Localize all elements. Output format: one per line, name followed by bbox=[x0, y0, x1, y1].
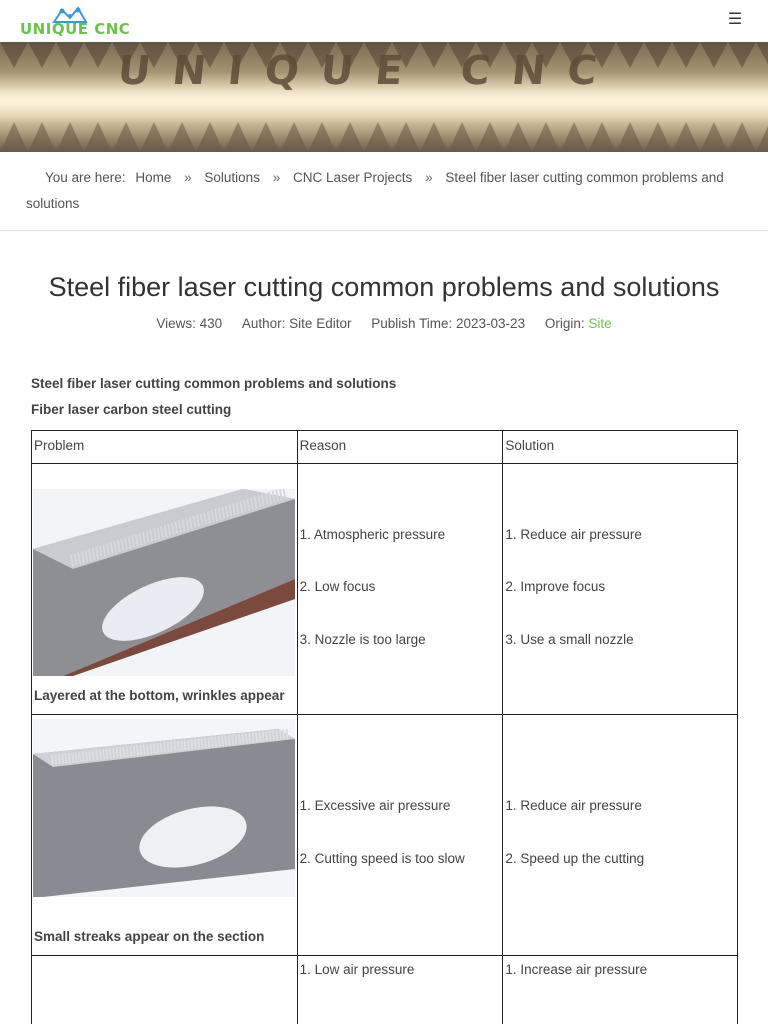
banner-tooth bbox=[644, 122, 672, 152]
serration-line bbox=[215, 737, 216, 747]
serration-line bbox=[219, 736, 220, 746]
banner-tooth bbox=[560, 122, 588, 152]
serration-line bbox=[130, 746, 131, 756]
serration-line bbox=[276, 730, 277, 740]
serration-line bbox=[287, 729, 288, 739]
serration-line bbox=[273, 730, 274, 740]
solution-cell bbox=[503, 464, 738, 715]
banner-tooth bbox=[728, 122, 756, 152]
serration-line bbox=[151, 744, 152, 754]
breadcrumb-separator: » bbox=[425, 170, 433, 185]
serration-line bbox=[147, 744, 148, 754]
serration-line bbox=[212, 737, 213, 747]
serration-line bbox=[259, 732, 260, 742]
serration-line bbox=[96, 750, 97, 760]
serration-line bbox=[127, 747, 128, 757]
origin-value[interactable]: Site bbox=[588, 316, 612, 331]
serration-line bbox=[79, 752, 80, 762]
serration-line bbox=[110, 749, 111, 759]
author: Author: Site Editor bbox=[241, 316, 352, 331]
article-subtitle: Steel fiber laser cutting common problems and solutions bbox=[31, 376, 397, 391]
serration-line bbox=[164, 742, 165, 752]
serration-line bbox=[181, 741, 182, 751]
banner-tooth bbox=[532, 122, 560, 152]
serration-line bbox=[249, 733, 250, 743]
serration-line bbox=[62, 754, 63, 764]
serration-line bbox=[113, 748, 114, 758]
serration-line bbox=[246, 733, 247, 743]
serration-line bbox=[280, 730, 281, 740]
banner-tooth bbox=[728, 42, 756, 68]
serration-line bbox=[83, 752, 84, 762]
serration-line bbox=[93, 750, 94, 760]
problems-table bbox=[31, 430, 738, 1024]
problem-caption: Small streaks appear on the section bbox=[34, 929, 265, 944]
serration-line bbox=[89, 751, 90, 761]
banner-tooth bbox=[112, 122, 140, 152]
banner-tooth bbox=[392, 122, 420, 152]
serration-line bbox=[123, 747, 124, 757]
serration-line bbox=[263, 731, 264, 741]
serration-line bbox=[161, 743, 162, 753]
serration-line bbox=[198, 739, 199, 749]
breadcrumb-current-page[interactable]: Steel fiber laser cutting common problems and solutions bbox=[26, 170, 724, 211]
serration-line bbox=[270, 731, 271, 741]
hero-banner bbox=[0, 42, 768, 152]
serration-line bbox=[195, 739, 196, 749]
breadcrumb-divider bbox=[0, 230, 768, 231]
views-count: Views: 430 bbox=[156, 316, 223, 331]
problem-caption: Layered at the bottom, wrinkles appear bbox=[34, 688, 285, 703]
article-meta bbox=[0, 316, 768, 331]
serration-line bbox=[256, 732, 257, 742]
solution-item: 1. Increase air pressure bbox=[505, 962, 648, 977]
serration-line bbox=[168, 742, 169, 752]
serration-line bbox=[174, 741, 175, 751]
problem-photo-2 bbox=[33, 719, 295, 897]
serration-line bbox=[120, 747, 121, 757]
serration-line bbox=[55, 755, 56, 765]
serration-line bbox=[100, 750, 101, 760]
banner-tooth bbox=[0, 42, 28, 68]
breadcrumb-cnc-laser-projects[interactable]: CNC Laser Projects bbox=[293, 170, 413, 185]
serration-line bbox=[72, 753, 73, 763]
banner-tooth bbox=[308, 122, 336, 152]
banner-tooth bbox=[672, 122, 700, 152]
solution-item: 2. Improve focus bbox=[505, 579, 606, 594]
breadcrumb-home[interactable]: Home bbox=[135, 170, 172, 185]
solution-item: 3. Use a small nozzle bbox=[505, 632, 634, 647]
banner-tooth bbox=[616, 122, 644, 152]
serration-line bbox=[266, 731, 267, 741]
origin-label: Origin: bbox=[544, 316, 585, 331]
reason-cell bbox=[297, 956, 503, 1024]
serration-line bbox=[66, 753, 67, 763]
solution-cell bbox=[503, 956, 738, 1024]
breadcrumb-separator: » bbox=[272, 170, 281, 185]
table-header-row bbox=[32, 431, 738, 464]
breadcrumb-solutions[interactable]: Solutions bbox=[204, 170, 260, 185]
banner-tooth bbox=[56, 42, 84, 68]
problem-cell bbox=[32, 715, 298, 956]
banner-tooth bbox=[168, 122, 196, 152]
problem-cell bbox=[32, 464, 298, 715]
serration-line bbox=[208, 738, 209, 748]
banner-tooth bbox=[84, 42, 112, 68]
serration-line bbox=[205, 738, 206, 748]
serration-line bbox=[171, 742, 172, 752]
banner-tooth bbox=[476, 122, 504, 152]
section-heading: Fiber laser carbon steel cutting bbox=[31, 402, 232, 417]
serration-line bbox=[69, 753, 70, 763]
reason-item: 2. Low focus bbox=[299, 579, 376, 594]
hamburger-icon: ☰ bbox=[727, 11, 743, 28]
origin bbox=[545, 316, 612, 331]
serration-line bbox=[140, 745, 141, 755]
banner-tooth bbox=[252, 122, 280, 152]
solution-cell bbox=[503, 715, 738, 956]
banner-tooth bbox=[0, 122, 28, 152]
serration-line bbox=[242, 734, 243, 744]
serration-line bbox=[103, 749, 104, 759]
banner-tooth bbox=[700, 122, 728, 152]
reason-item: 1. Excessive air pressure bbox=[299, 798, 451, 813]
banner-tooth bbox=[420, 122, 448, 152]
publish-time: Publish Time: 2023-03-23 bbox=[371, 316, 526, 331]
serration-line bbox=[52, 755, 53, 765]
serration-line bbox=[157, 743, 158, 753]
banner-tooth bbox=[224, 122, 252, 152]
breadcrumb bbox=[26, 165, 726, 217]
menu-button[interactable] bbox=[727, 12, 743, 28]
serration-line bbox=[239, 734, 240, 744]
solution-item: 1. Reduce air pressure bbox=[505, 798, 642, 813]
serration-line bbox=[76, 752, 77, 762]
banner-tooth bbox=[84, 122, 112, 152]
serration-line bbox=[106, 749, 107, 759]
serration-line bbox=[229, 735, 230, 745]
site-header bbox=[0, 0, 768, 42]
banner-tooth bbox=[756, 122, 768, 152]
banner-tooth bbox=[56, 122, 84, 152]
banner-tooth bbox=[700, 42, 728, 68]
banner-tooth bbox=[756, 42, 768, 68]
serration-line bbox=[236, 734, 237, 744]
serration-line bbox=[232, 735, 233, 745]
serration-line bbox=[178, 741, 179, 751]
banner-text: UNIQUE CNC bbox=[115, 48, 622, 94]
reason-item: 3. Nozzle is too large bbox=[299, 632, 426, 647]
serration-line bbox=[191, 739, 192, 749]
serration-line bbox=[225, 736, 226, 746]
serration-line bbox=[144, 745, 145, 755]
serration-line bbox=[137, 746, 138, 756]
banner-tooth bbox=[504, 122, 532, 152]
reason-cell bbox=[297, 715, 503, 956]
reason-item: 1. Low air pressure bbox=[299, 962, 415, 977]
serration-line bbox=[117, 748, 118, 758]
page-title: Steel fiber laser cutting common problems and solutions bbox=[48, 272, 720, 302]
serration-line bbox=[134, 746, 135, 756]
banner-tooth bbox=[672, 42, 700, 68]
table-row bbox=[32, 464, 738, 715]
banner-tooth bbox=[28, 122, 56, 152]
banner-tooth bbox=[140, 122, 168, 152]
header-problem: Problem bbox=[32, 431, 298, 464]
serration-line bbox=[59, 754, 60, 764]
logo-text: UNIQUE CNC bbox=[20, 20, 131, 38]
solution-item: 2. Speed up the cutting bbox=[505, 851, 645, 866]
banner-tooth bbox=[364, 122, 392, 152]
banner-tooth bbox=[336, 122, 364, 152]
serration-line bbox=[188, 740, 189, 750]
serration-line bbox=[154, 744, 155, 754]
serration-line bbox=[202, 738, 203, 748]
site-logo[interactable] bbox=[20, 6, 131, 38]
banner-tooth bbox=[280, 122, 308, 152]
reason-item: 1. Atmospheric pressure bbox=[299, 527, 446, 542]
reason-cell bbox=[297, 464, 503, 715]
problem-cell bbox=[32, 956, 298, 1024]
header-reason: Reason bbox=[297, 431, 503, 464]
banner-tooth bbox=[196, 122, 224, 152]
banner-tooth bbox=[28, 42, 56, 68]
breadcrumb-label: You are here: bbox=[45, 170, 126, 185]
serration-line bbox=[185, 740, 186, 750]
serration-line bbox=[253, 733, 254, 743]
serration-line bbox=[86, 751, 87, 761]
table-row bbox=[32, 715, 738, 956]
banner-tooth bbox=[588, 122, 616, 152]
table-row bbox=[32, 956, 738, 1024]
header-solution: Solution bbox=[503, 431, 738, 464]
banner-tooth bbox=[448, 122, 476, 152]
serration-line bbox=[283, 729, 284, 739]
breadcrumb-separator: » bbox=[184, 170, 192, 185]
solution-item: 1. Reduce air pressure bbox=[505, 527, 642, 542]
problem-photo-1 bbox=[33, 489, 295, 676]
reason-item: 2. Cutting speed is too slow bbox=[299, 851, 465, 866]
banner-tooth bbox=[644, 42, 672, 68]
serration-line bbox=[222, 736, 223, 746]
